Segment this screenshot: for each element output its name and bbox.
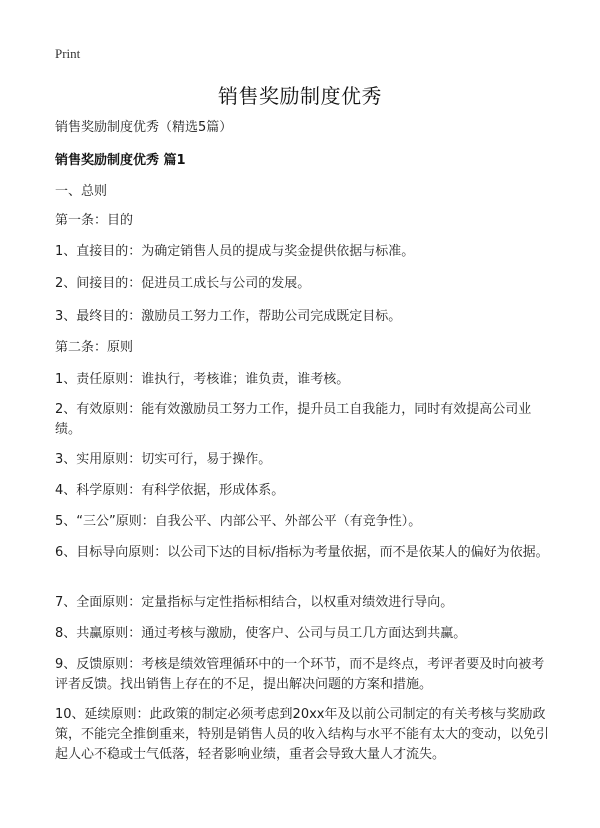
article-heading-principles: 第二条：原则: [55, 340, 134, 355]
purpose-item: 2、间接目的：促进员工成长与公司的发展。: [55, 276, 311, 291]
principle-item: 1、责任原则：谁执行，考核谁；谁负责，谁考核。: [55, 372, 350, 387]
document-title: 销售奖励制度优秀: [218, 84, 382, 108]
principle-item: 5、“三公”原则：自我公平、内部公平、外部公平（有竞争性）。: [55, 514, 422, 529]
principle-item: 4、科学原则：有科学依据，形成体系。: [55, 483, 285, 498]
principle-item: 2、有效原则：能有效激励员工努力工作，提升员工自我能力，同时有效提高公司业绩。: [55, 402, 532, 437]
principle-item: 3、实用原则：切实可行，易于操作。: [55, 452, 272, 467]
purpose-item: 1、直接目的：为确定销售人员的提成与奖金提供依据与标准。: [55, 244, 415, 259]
principle-item: 10、延续原则：此政策的制定必须考虑到20xx年及以前公司制定的有关考核与奖励政策，不能完全推倒重来，特别是销售人员的收入结构与水平不能有太大的变动，以免引起人心不稳或士气低落，轻者影响业绩，重者会导致大量人才流失。: [55, 707, 550, 762]
article-heading-purpose: 第一条：目的: [55, 213, 134, 228]
print-label: Print: [55, 46, 81, 61]
principle-item: 8、共赢原则：通过考核与激励，使客户、公司与员工几方面达到共赢。: [55, 626, 467, 641]
section-heading: 销售奖励制度优秀 篇1: [55, 153, 186, 168]
principle-item: 9、反馈原则：考核是绩效管理循环中的一个环节，而不是终点，考评者要及时向被考评者反馈。找出销售上存在的不足，提出解决问题的方案和措施。: [55, 657, 545, 692]
document-subtitle: 销售奖励制度优秀（精选5篇）: [55, 120, 233, 135]
purpose-item: 3、最终目的：激励员工努力工作，帮助公司完成既定目标。: [55, 309, 402, 324]
principle-item: 7、全面原则：定量指标与定性指标相结合，以权重对绩效进行导向。: [55, 595, 454, 610]
chapter-heading: 一、总则: [55, 184, 108, 199]
principle-item: 6、目标导向原则：以公司下达的目标/指标为考量依据，而不是依某人的偏好为依据。: [55, 545, 549, 560]
